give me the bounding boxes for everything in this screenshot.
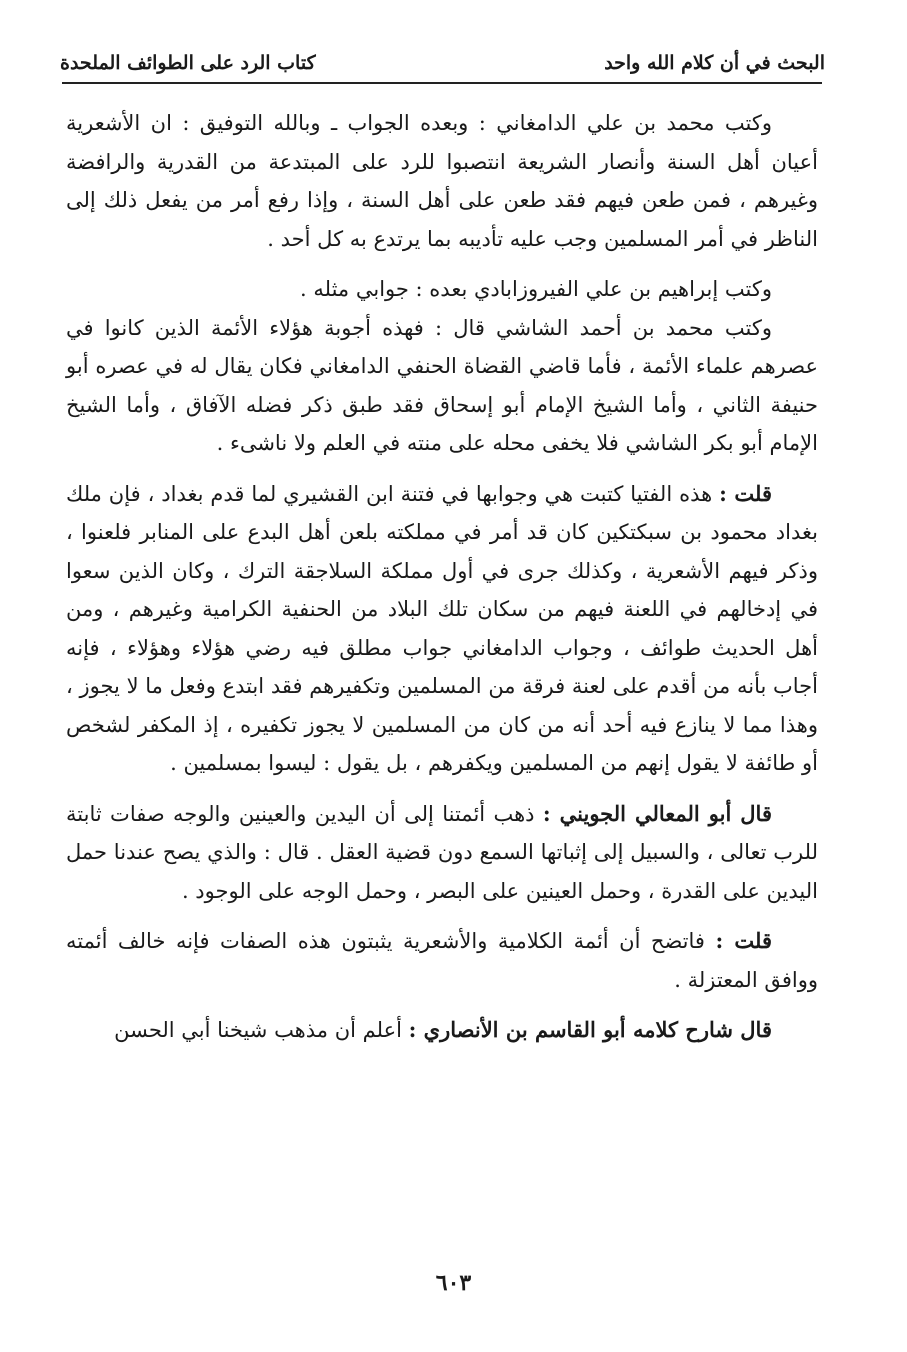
paragraph-fayruzabadi-answer xyxy=(66,270,818,309)
paragraph-text: وكتب إبراهيم بن علي الفيروزابادي بعده : جوابي مثله . xyxy=(300,277,772,301)
paragraph-text: هذه الفتيا كتبت هي وجوابها في فتنة ابن القشيري لما قدم بغداد ، فإن ملك بغداد محمود بن سبكتكين كان قد أمر في مملكته بلعن أهل البدع على المنابر فلعنوا ، وذكر فيهم الأشعرية ، وكذلك جرى في أول مملكة السلاجقة الترك ، وكان الذين سعوا في إدخالهم في اللعنة فيهم من سكان تلك البلاد من الحنفية الكرامية وغيرهم ، ومن أهل الحديث طوائف ، وجواب الدامغاني جواب مطلق فيه رضي هؤلاء وهؤلاء ، فإنه أجاب بأنه من أقدم على لعنة فرقة من المسلمين وتكفيرهم فقد ابتدع وفعل ما لا يجوز ، وهذا مما لا ينازع فيه أحد أنه من كان من المسلمين لا يجوز تكفيره ، إذ المكفر لشخص أو طائفة لا يقول إنهم من المسلمين ويكفرهم ، بل يقول : ليسوا بمسلمين . xyxy=(66,481,818,775)
paragraph-text: ذهب أئمتنا إلى أن اليدين والعينين والوجه صفات ثابتة للرب تعالى ، والسبيل إلى إثباتها السمع دون قضية العقل . قال : والذي يصح عندنا حمل اليدين على القدرة ، وحمل العينين على البصر ، وحمل الوجه على الوجود . xyxy=(66,801,818,903)
paragraph-damghani-answer xyxy=(66,104,818,258)
paragraph-lead: قلت : xyxy=(715,928,772,953)
body-text xyxy=(66,104,818,1050)
paragraph-text: فاتضح أن أئمة الكلامية والأشعرية يثبتون هذه الصفات فإنه خالف أئمته ووافق المعتزلة . xyxy=(66,929,818,992)
paragraph-lead: قال شارح كلامه أبو القاسم بن الأنصاري : xyxy=(408,1017,772,1042)
page-number: ٦٠٣ xyxy=(435,1270,472,1296)
running-header xyxy=(60,38,825,74)
header-divider xyxy=(62,82,822,84)
paragraph-text: أعلم أن مذهب شيخنا أبي الحسن xyxy=(114,1018,409,1042)
paragraph-shashi-answer xyxy=(66,309,818,463)
paragraph-juwayni xyxy=(66,795,818,911)
paragraph-lead: قلت : xyxy=(719,480,772,506)
running-header-book-title: كتاب الرد على الطوائف الملحدة xyxy=(60,52,316,74)
paragraph-lead: قال أبو المعالي الجويني : xyxy=(542,800,772,826)
paragraph-text: وكتب محمد بن علي الدامغاني : وبعده الجواب ـ وبالله التوفيق : ان الأشعرية أعيان أهل السنة وأنصار الشريعة انتصبوا للرد على المبتدعة من القدرية والرافضة وغيرهم ، فمن طعن فيهم فقد طعن على أهل السنة ، وإذا رفع أمر من يفعل ذلك إلى الناظر في أمر المسلمين وجب عليه تأديبه بما يرتدع به كل أحد . xyxy=(66,111,818,251)
paragraph-text: وكتب محمد بن أحمد الشاشي قال : فهذه أجوبة هؤلاء الأئمة الذين كانوا في عصرهم علماء الأئمة ، فأما قاضي القضاة الحنفي الدامغاني فكان يقال له في عصره أبو حنيفة الثاني ، وأما الشيخ الإمام أبو إسحاق فقد طبق ذكر فضله الآفاق ، وأما الشيخ الإمام أبو بكر الشاشي فلا يخفى محله على منته في العلم ولا ناشىء . xyxy=(66,315,818,455)
paragraph-qultu-fatwa xyxy=(66,475,818,783)
running-header-chapter-title: البحث في أن كلام الله واحد xyxy=(604,52,825,74)
paragraph-qultu-sifat xyxy=(66,922,818,999)
paragraph-ansari xyxy=(66,1011,818,1050)
